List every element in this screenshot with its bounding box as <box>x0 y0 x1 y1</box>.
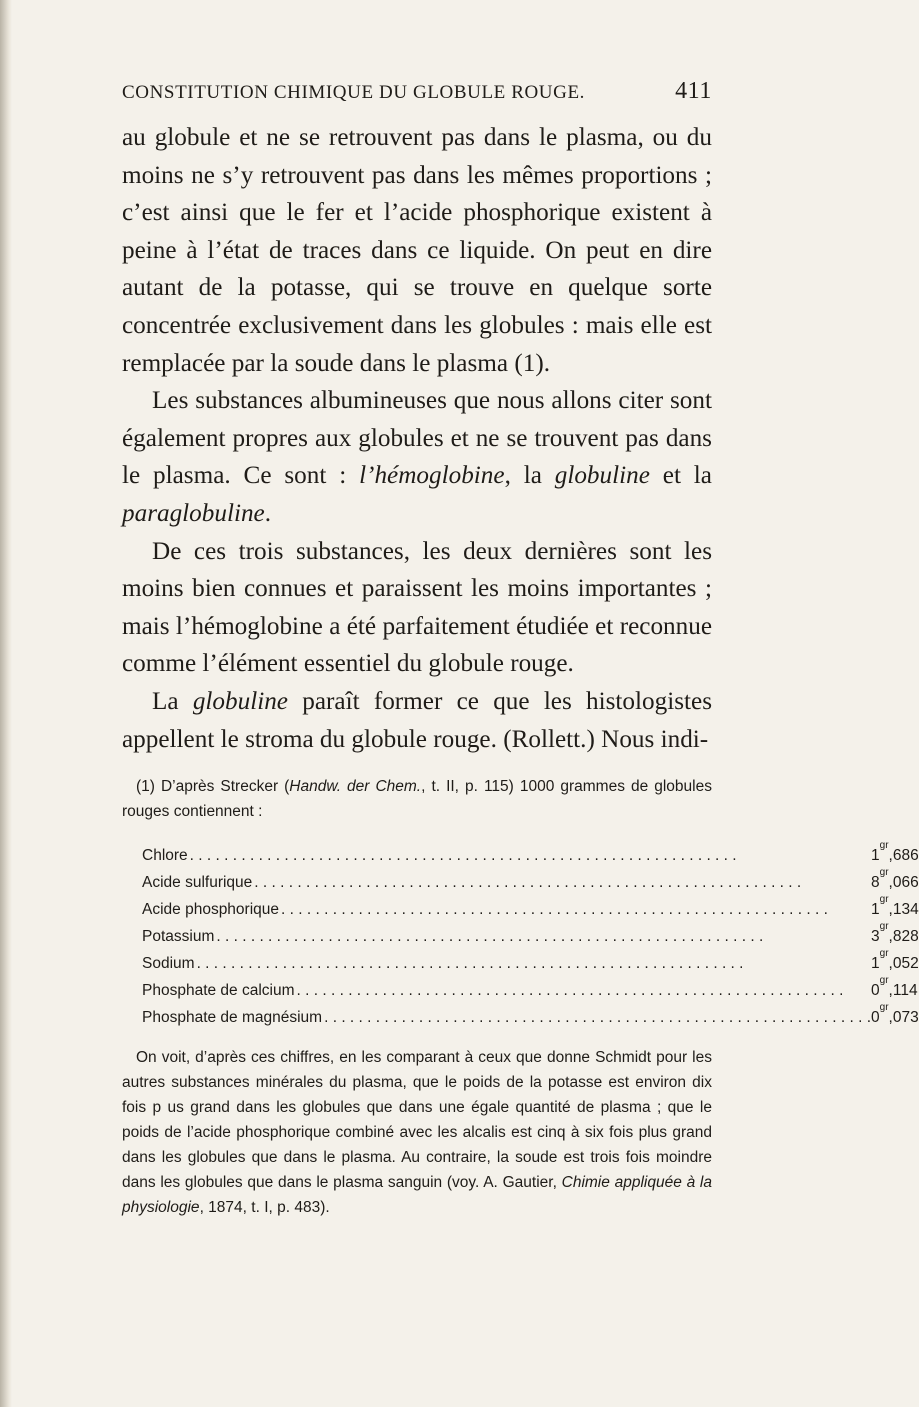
term-paraglobuline: paraglobuline <box>122 499 265 527</box>
reference-handworterbuch: Handw. der Chem. <box>289 778 422 796</box>
term-hemoglobine: l’hémoglobine <box>359 462 505 490</box>
table-row <box>142 977 919 1004</box>
paragraph-2: Les substances albumineuses que nous allons citer sont également propres aux globules et ne se trouvent pas dans le plasma. Ce sont : l’hémoglobine, la globuline et la paraglobuline. <box>122 387 712 527</box>
substance-name: Sodium . . . <box>142 950 871 977</box>
substance-name: Potassium . . . <box>142 923 871 950</box>
substance-name: Phosphate de magnésium . . . <box>142 1004 871 1031</box>
substance-name: Acide sulfurique . . . <box>142 869 871 896</box>
substance-name: Chlore . . . <box>142 842 871 869</box>
binding-edge <box>0 0 12 1407</box>
substance-value: $1^{gr},686$ <box>871 840 919 865</box>
main-text <box>122 119 712 758</box>
composition-table <box>142 842 919 1031</box>
table-row <box>142 950 919 977</box>
table-row <box>142 842 919 869</box>
paragraph-1: au globule et ne se retrouvent pas dans le plasma, ou du moins ne s’y retrouvent pas dans les mêmes proportions ; c’est ainsi que le fer et l’acide phosphorique existent à peine à l’état de traces dans ce liquide. On peut en dire autant de la potasse, qui se trouve en quelque sorte concentrée exclusivement dans les globules : mais elle est remplacée par la soude dans le plasma (1). <box>122 124 712 377</box>
table-row <box>142 923 919 950</box>
footnote-conclusion: On voit, d’après ces chiffres, en les comparant à ceux que donne Schmidt pour les autres substances minérales du plasma, que le poids de la potasse est environ dix fois p us grand dans les globules que dans une égale quantité de plasma ; que le poids de l’acide phosphorique combiné avec les alcalis est cinq à six fois plus grand dans les globules que dans le plasma. Au contraire, la soude est trois fois moindre dans les globules que dans le plasma sanguin (voy. A. Gautier, Chimie appliquée à la physiologie, 1874, t. I, p. 483). <box>122 1049 712 1217</box>
substance-value: $0^{gr},114$ <box>871 975 918 1000</box>
table-row <box>142 869 919 896</box>
running-title: CONSTITUTION CHIMIQUE DU GLOBULE ROUGE. <box>122 82 585 103</box>
substance-value: $1^{gr},052$ <box>871 948 919 973</box>
running-header <box>122 78 712 105</box>
substance-value: $8^{gr},066$ <box>871 867 919 892</box>
page-number: 411 <box>675 78 712 104</box>
substance-value: $1^{gr},134$ <box>871 894 919 919</box>
term-globuline-2: globuline <box>192 687 288 715</box>
paragraph-4: La globuline paraît former ce que les histologistes appellent le stroma du globule rouge. (Rollett.) Nous indi- <box>122 687 712 753</box>
substance-value: $0^{gr},073$ <box>871 1002 919 1027</box>
substance-name: Acide phosphorique . . . <box>142 896 871 923</box>
footnote <box>122 774 919 1220</box>
paragraph-3: De ces trois substances, les deux dernières sont les moins bien connues et paraissent les moins importantes ; mais l’hémoglobine a été parfaitement étudiée et reconnue comme l’élément essentiel du globule rouge. <box>122 537 712 678</box>
substance-name: Phosphate de calcium . . . <box>142 977 871 1004</box>
term-globuline: globuline <box>554 462 650 490</box>
book-page <box>122 78 919 1220</box>
table-row <box>142 1004 919 1031</box>
reference-gautier: Chimie appliquée à la physiologie <box>122 1174 712 1217</box>
footnote-intro: (1) D’après Strecker (Handw. der Chem., t. II, p. 115) 1000 grammes de globules rouges contiennent : <box>122 778 712 821</box>
table-row <box>142 896 919 923</box>
substance-value: $3^{gr},828$ <box>871 921 919 946</box>
